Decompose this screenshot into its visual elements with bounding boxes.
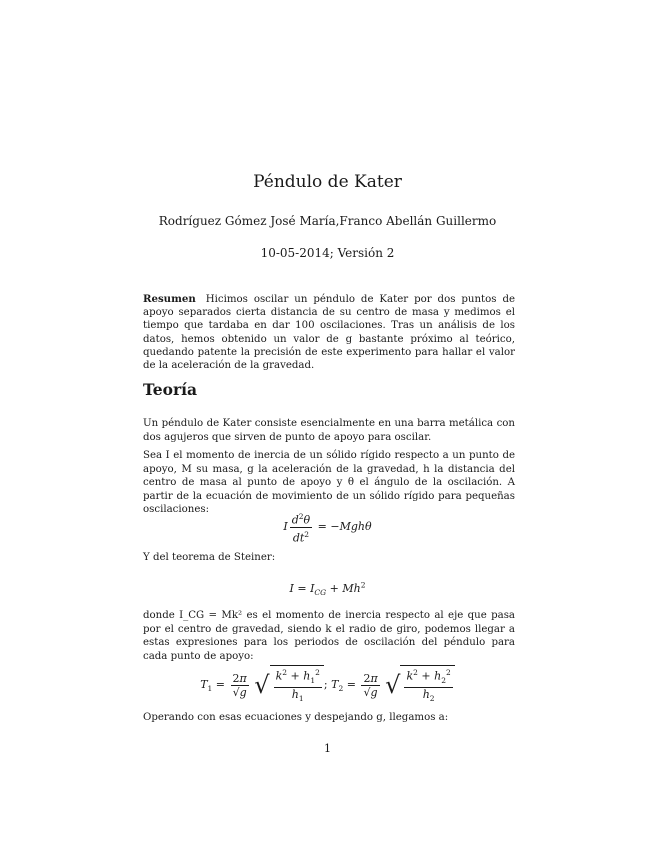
paragraph-periods: donde I_CG = Mk² es el momento de inercia respecto al eje que pasa por el centro de gravedad, siendo k el radio de giro, podemos llegar a estas expresiones para los periodos de oscilación del péndulo para cada punto de apoyo: [143,610,515,662]
page-number: 1 [324,742,331,755]
abstract-text: Hicimos oscilar un péndulo de Kater por dos puntos de apoyo separados cierta distancia de su centro de masa y medimos el tiempo que tardaba en dar 100 oscilaciones. Tras un análisis de los datos, hemos obtenido un valor de g bastante próximo al teórico, quedando patente la precisión de este experimento para hallar el valor de la aceleración de la gravedad. [143,294,515,372]
section-heading: Teoría [143,380,198,399]
equation-motion [0,510,655,544]
paragraph-steiner: Y del teorema de Steiner: [143,552,276,563]
paper-authors: Rodríguez Gómez José María,Franco Abellán Guillermo [158,214,497,228]
paragraph-operating: Operando con esas ecuaciones y despejando g, llegamos a: [143,712,449,723]
equation-steiner [0,580,655,597]
paper-title: Péndulo de Kater [253,172,402,192]
equation-periods-visual: $T_1$ = $\frac{2\pi}{√g}$ √ $\frac{k^2 + h_1^2}{h_1}$ ; $T_2$ = $\frac{2\pi}{√g}$ √ $\frac{k^2 + h_2^2}{h_2}$ [200,678,455,691]
abstract-label: Resumen [143,293,196,305]
paragraph-definitions: Sea I el momento de inercia de un sólido rígido respecto a un punto de apoyo, M su masa, g la aceleración de la gravedad, h la distancia del centro de masa al punto de apoyo y θ el ángulo de la oscilación. A partir de la ecuación de movimiento de un sólido rígido para pequeñas oscilaciones: [143,450,515,516]
equation-steiner-visual: $I = I_{CG} + Mh^2$ [289,580,366,597]
abstract [143,293,515,372]
paragraph-intro: Un péndulo de Kater consiste esencialmente en una barra metálica con dos agujeros que sirven de punto de apoyo para oscilar. [143,418,515,443]
equation-periods [0,665,655,705]
paper-date: 10-05-2014; Versión 2 [260,246,395,260]
equation-motion-visual: I $\frac{d^2\theta}{dt^2}$ = −Mghθ [283,512,372,545]
